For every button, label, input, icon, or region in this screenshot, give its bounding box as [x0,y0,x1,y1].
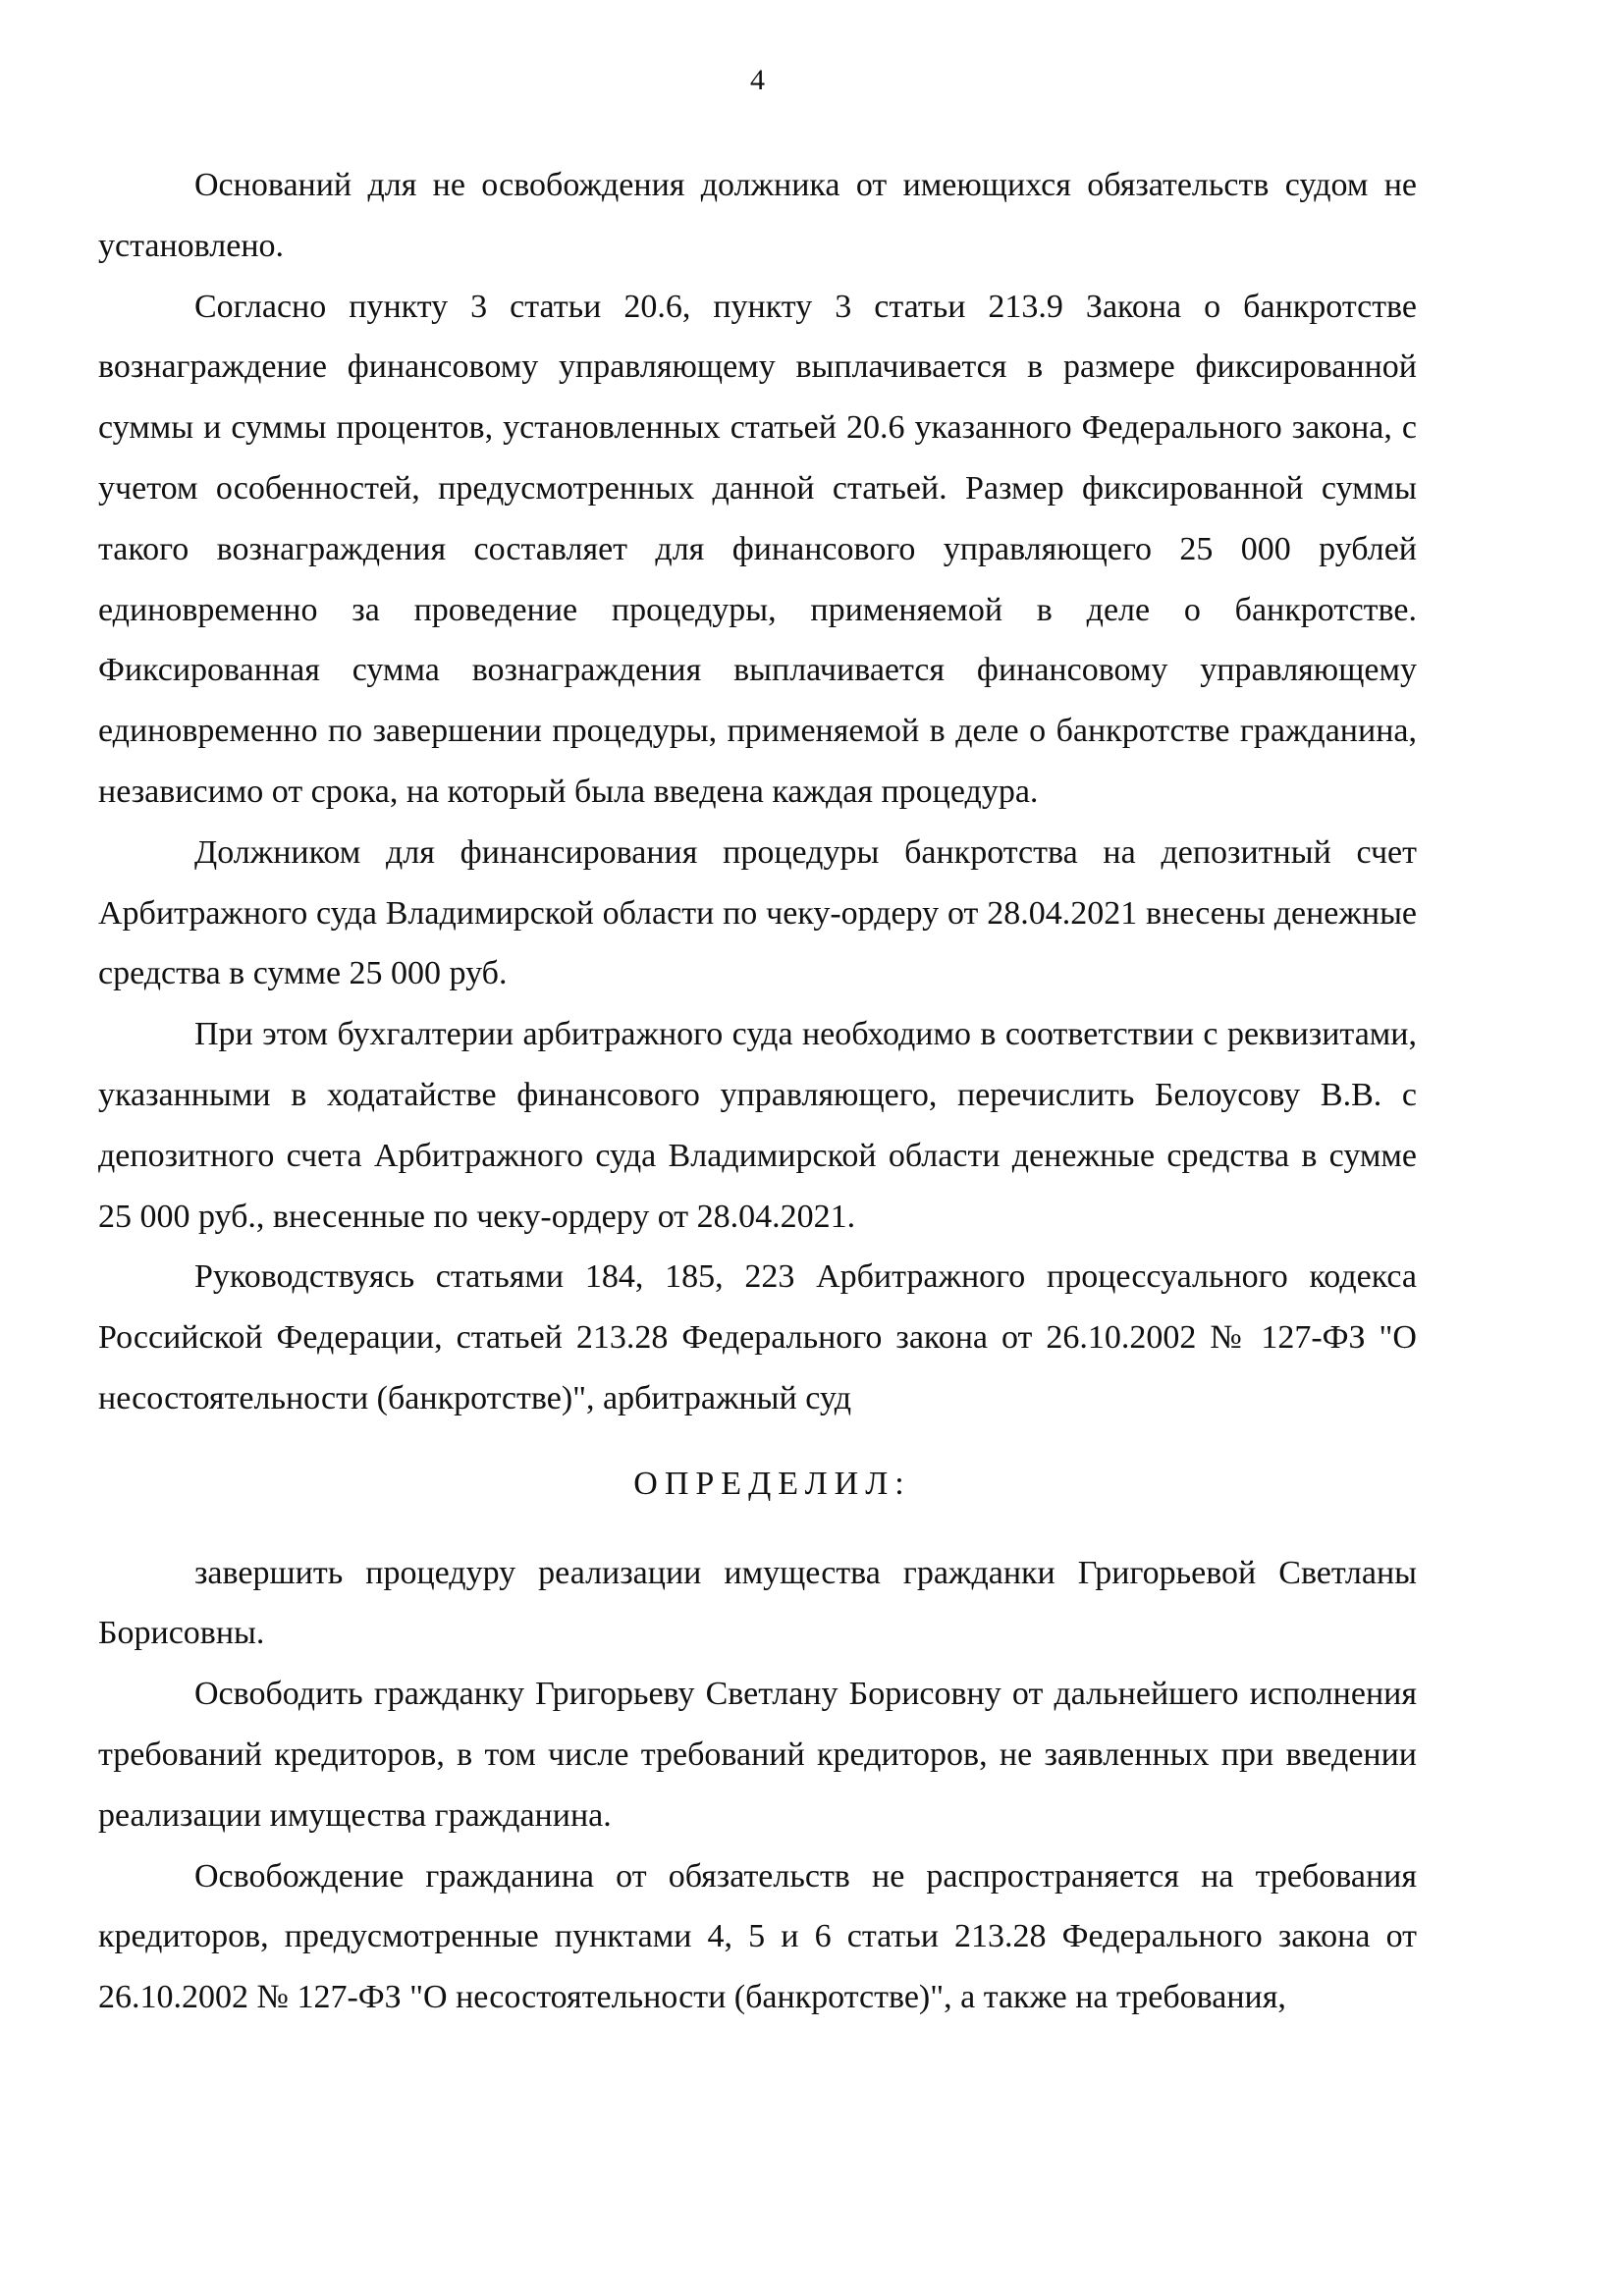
paragraph-legal-basis: Руководствуясь статьями 184, 185, 223 Арбитражного процессуального кодекса Российской Федерации, статьей 213.28 Федерального закона от 26.10.2002 № 127-ФЗ "О несостоятельности (банкротстве)", арбитражный суд [98,1258,1417,1416]
paragraph-release-exceptions: Освобождение гражданина от обязательств не распространяется на требования кредиторов, предусмотренные пунктами 4, 5 и 6 статьи 213.28 Федерального закона от 26.10.2002 № 127-ФЗ "О несостоятельности (банкротстве)", а также на требования, [98,1857,1417,2016]
paragraph-no-grounds: Оснований для не освобождения должника от имеющихся обязательств судом не установлено. [98,167,1417,264]
ruling-heading: ОПРЕДЕЛИЛ: [633,1465,911,1502]
document-body [98,155,1417,2028]
paragraph-complete-procedure: завершить процедуру реализации имущества гражданки Григорьевой Светланы Борисовны. [98,1554,1417,1652]
paragraph-manager-remuneration: Согласно пункту 3 статьи 20.6, пункту 3 статьи 213.9 Закона о банкротстве вознаграждение финансовому управляющему выплачивается в размере фиксированной суммы и суммы процентов, установленных статьей 20.6 указанного Федерального закона, с учетом особенностей, предусмотренных данной статьей. Размер фиксированной суммы такого вознаграждения составляет для финансового управляющего 25 000 рублей единовременно за проведение процедуры, применяемой в деле о банкротстве. Фиксированная сумма вознаграждения выплачивается финансовому управляющему единовременно по завершении процедуры, применяемой в деле о банкротстве гражданина, независимо от срока, на который была введена каждая процедура. [98,288,1417,810]
paragraph-release-debtor: Освободить гражданку Григорьеву Светлану Борисовну от дальнейшего исполнения требований кредиторов, в том числе требований кредиторов, не заявленных при введении реализации имущества гражданина. [98,1676,1417,1834]
paragraph-accounting-transfer: При этом бухгалтерии арбитражного суда необходимо в соответствии с реквизитами, указанными в ходатайстве финансового управляющего, перечислить Белоусову В.В. с депозитного счета Арбитражного суда Владимирской области денежные средства в сумме 25 000 руб., внесенные по чеку-ордеру от 28.04.2021. [98,1016,1417,1235]
paragraph-deposit-payment: Должником для финансирования процедуры банкротства на депозитный счет Арбитражного суда Владимирской области по чеку-ордеру от 28.04.2021 внесены денежные средства в сумме 25 000 руб. [98,833,1417,992]
page-number: 4 [750,64,765,96]
